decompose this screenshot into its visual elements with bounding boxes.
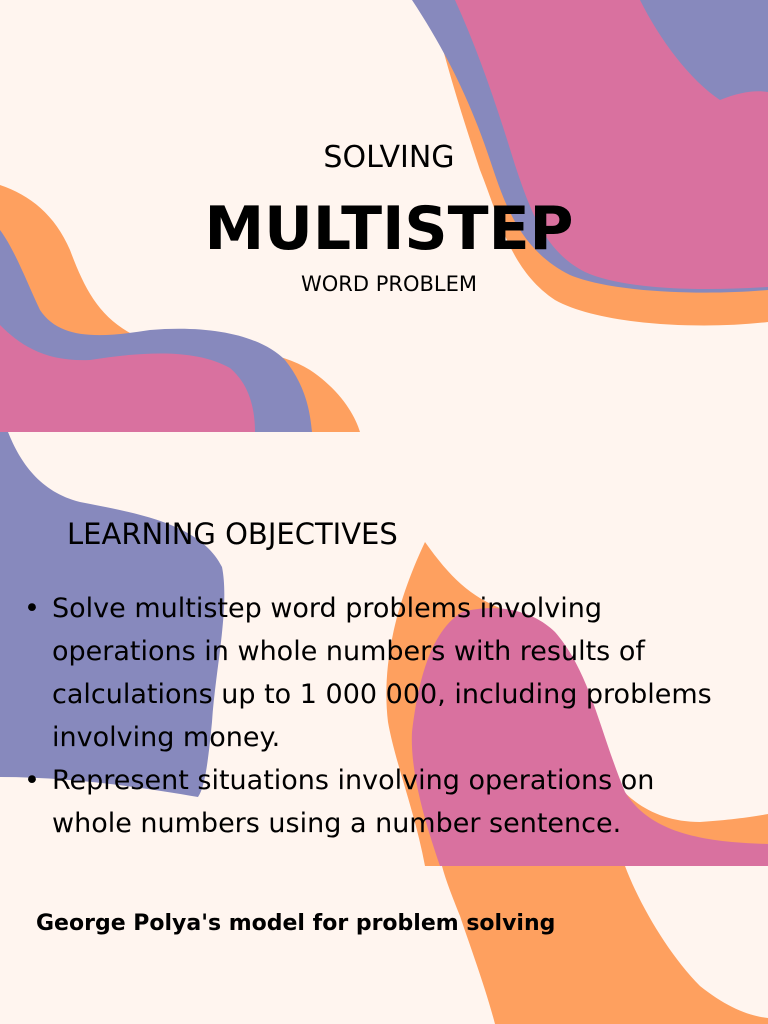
title-slide: [0, 0, 768, 432]
objective-text: Represent situations involving operations on whole numbers using a number sentence.: [52, 765, 655, 839]
polya-slide-decor: [0, 866, 768, 1024]
objective-text: Solve multistep word problems involving operations in whole numbers with results of calculations up to 1 000 000, including problems involving money.: [52, 593, 712, 753]
polya-heading: George Polya's model for problem solving: [36, 911, 556, 936]
objectives-slide: [0, 432, 768, 866]
objectives-heading: LEARNING OBJECTIVES: [67, 517, 398, 551]
bullet-icon: •: [24, 593, 40, 624]
title-solving: SOLVING: [323, 140, 455, 175]
objective-item: [24, 587, 724, 759]
bullet-icon: •: [24, 765, 40, 796]
objectives-list: [24, 587, 724, 845]
objective-item: [24, 759, 724, 845]
title-word-problem: WORD PROBLEM: [300, 272, 477, 296]
orange-blob: [442, 866, 768, 1024]
polya-slide: [0, 866, 768, 1024]
title-multistep: MULTISTEP: [204, 194, 574, 264]
